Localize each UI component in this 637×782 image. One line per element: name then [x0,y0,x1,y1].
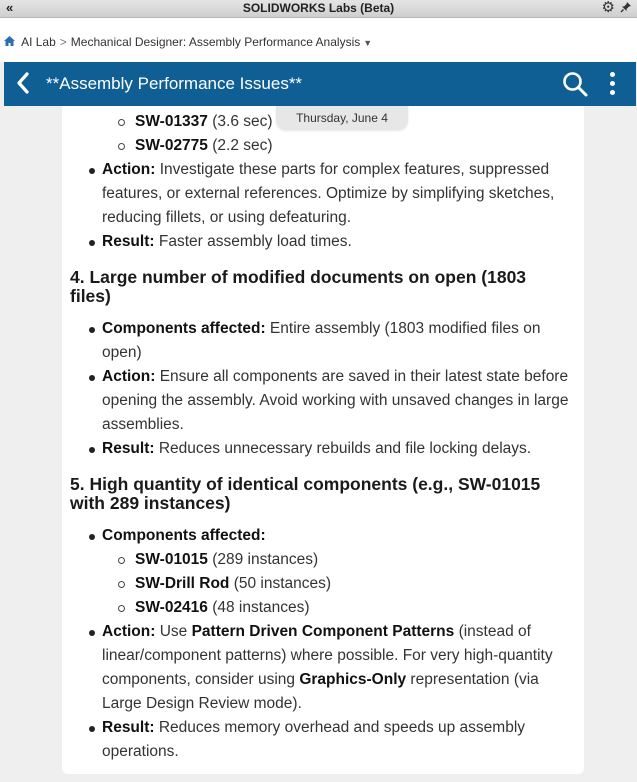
list-item: Result: Faster assembly load times. [62,230,572,254]
breadcrumb-separator: > [59,35,67,49]
breadcrumb-ai-lab-link[interactable]: AI Lab [21,35,56,49]
breadcrumb [0,18,637,62]
message-card [62,106,584,774]
header-title: **Assembly Performance Issues** [46,74,303,93]
app-header [4,62,636,106]
window-title-bar [0,0,637,18]
list-item: SW-01015 (289 instances) [62,548,565,572]
list-item: Components affected: Entire assembly (1803 modified files on open) [62,317,572,365]
pin-icon[interactable] [620,0,632,16]
gear-icon[interactable]: ⚙ [601,0,615,16]
window-title: SOLIDWORKS Labs (Beta) [242,1,395,15]
search-icon[interactable] [562,71,588,97]
list-item: Action: Use Pattern Driven Component Patterns (instead of linear/component patterns) where possible. For very high-quantity components, consider using Graphics-Only representation (via Large Design Review mode). [62,620,572,716]
chevron-down-icon[interactable]: ▼ [363,38,373,48]
section-heading: 4. Large number of modified documents on open (1803 files) [70,267,527,306]
report-content [62,106,584,764]
list-item: Result: Reduces memory overhead and speeds up assembly operations. [62,716,572,764]
breadcrumb-current[interactable]: Mechanical Designer: Assembly Performance Analysis [70,35,361,49]
list-item: Action: Ensure all components are saved in their latest state before opening the assembly. Avoid working with unsaved changes in large assemblies. [62,365,572,437]
chevron-left-icon[interactable] [16,68,30,98]
list-item: Action: Investigate these parts for complex features, suppressed features, or external references. Optimize by simplifying sketches, reducing fillets, or using defeaturing. [62,158,572,230]
list-item: Result: Reduces unnecessary rebuilds and file locking delays. [62,437,572,461]
list-item: SW-01337 (3.6 sec) [62,110,565,134]
list-item: SW-02775 (2.2 sec) [62,134,565,158]
date-separator: Thursday, June 4 [276,106,408,130]
home-icon[interactable] [4,37,18,49]
section-heading: 5. High quantity of identical components (e.g., SW-01015 with 289 instances) [70,474,541,513]
collapse-panel-button[interactable]: « [6,0,14,15]
list-item: SW-Drill Rod (50 instances) [62,572,565,596]
list-item: SW-02416 (48 instances) [62,596,565,620]
list-item: Components affected: [62,524,572,548]
more-vertical-icon[interactable] [610,72,616,96]
